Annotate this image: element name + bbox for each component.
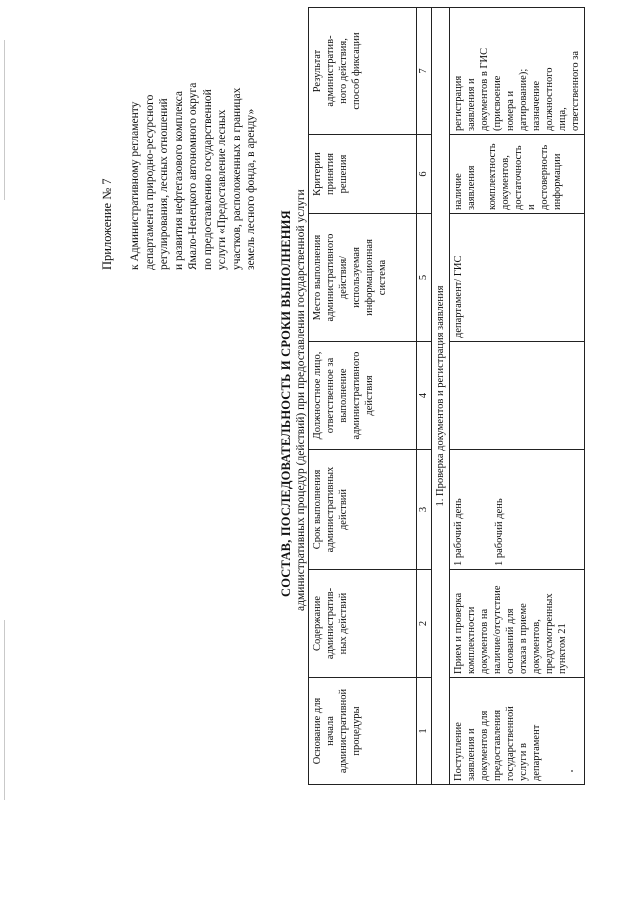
header-criteria: Критерии принятия решения xyxy=(309,135,417,214)
column-numbers-row xyxy=(417,8,432,785)
table-header-row xyxy=(309,8,417,785)
cell-official xyxy=(450,342,585,450)
cell-criteria xyxy=(450,135,585,214)
column-number: 4 xyxy=(417,342,432,450)
header-official: Должностное лицо, ответственное за выполнение административного действия xyxy=(309,342,417,450)
cell-term xyxy=(450,450,585,570)
header-term: Срок выполнения административных действий xyxy=(309,450,417,570)
criteria-item: наличие заявления xyxy=(453,165,477,210)
section-title: 1. Проверка документов и регистрация заявления xyxy=(432,8,450,785)
procedures-table xyxy=(308,7,585,785)
cell-place: департамент/ ГИС xyxy=(450,214,585,342)
document-title: СОСТАВ, ПОСЛЕДОВАТЕЛЬНОСТЬ И СРОКИ ВЫПОЛНЕНИЯ xyxy=(279,210,293,597)
criteria-item: комплектность документов, достаточность и достоверность информации xyxy=(487,143,563,210)
term-line: 1 рабочий день xyxy=(453,498,464,566)
reglament-reference: к Административному регламенту департамента природно-ресурсного регулирования, лесных отношений и развития нефтегазового комплекса Ямало-Ненецкого автономного округа по предоставлению государственной услуги «Предоставление лесных участков, расположенных в границах земель лесного фонда, в аренду» xyxy=(129,82,257,270)
column-number: 3 xyxy=(417,450,432,570)
column-number: 7 xyxy=(417,8,432,135)
column-number: 2 xyxy=(417,570,432,678)
term-line: 1 рабочий день xyxy=(494,498,505,566)
cell-content: Прием и проверка комплектности документов на наличие/отсутствие оснований для отказа в приеме документов, предусмотренных пунктом 21 xyxy=(450,570,585,678)
header-content: Содержание административ- ных действий xyxy=(309,570,417,678)
table-row xyxy=(450,8,585,785)
column-number: 5 xyxy=(417,214,432,342)
appendix-number: Приложение № 7 xyxy=(100,178,114,270)
section-row xyxy=(432,8,450,785)
column-number: 1 xyxy=(417,678,432,785)
header-result: Результат административ- ного действия, способ фиксации xyxy=(309,8,417,135)
header-place: Место выполнения административного действия/ используемая информационная система xyxy=(309,214,417,342)
column-number: 6 xyxy=(417,135,432,214)
cell-basis: Поступление заявления и документов для предоставления государственной услуги в департамент xyxy=(450,678,585,785)
document-subtitle: административных процедур (действий) при предоставлении государственной услуги xyxy=(295,189,307,611)
cell-result: регистрация заявления и документов в ГИС (присвоение номера и датирование); назначение должностного лица, ответственного за xyxy=(450,8,585,135)
header-basis: Основание для начала административной процедуры xyxy=(309,678,417,785)
